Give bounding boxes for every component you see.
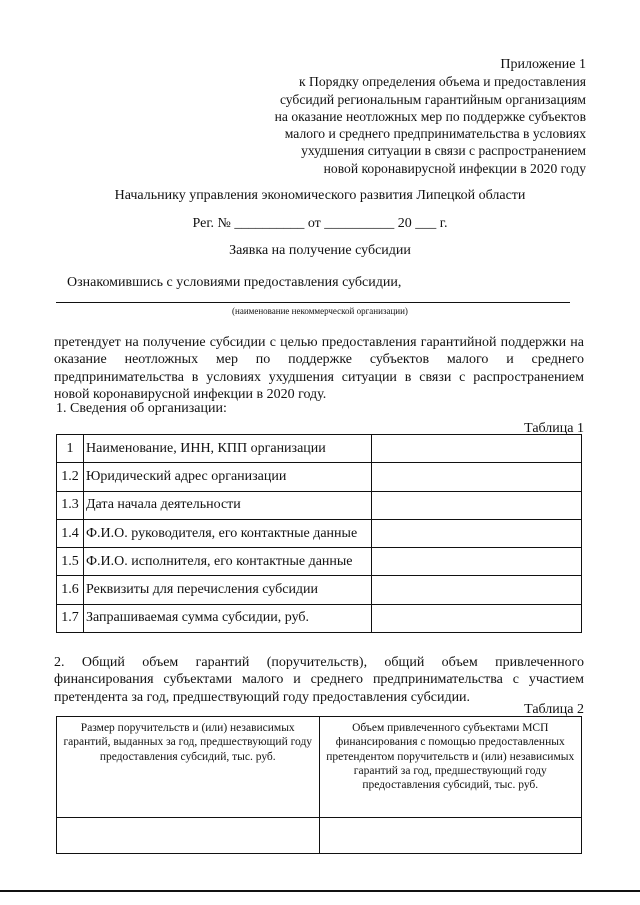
table1-caption: Таблица 1	[524, 421, 584, 436]
appendix-line: к Порядку определения объема и предоставления	[299, 74, 586, 90]
row-value-cell[interactable]	[372, 491, 582, 519]
row-label: Дата начала деятельности	[84, 491, 372, 519]
column-header-financing: Объем привлеченного субъектами МСП финансирования с помощью предоставленных претендентом поручительств и (или) независимых гарантий за год, предшествующий году предоставления субсидий, тыс. руб.	[319, 717, 582, 818]
row-number: 1.4	[57, 519, 84, 547]
row-value-cell[interactable]	[372, 548, 582, 576]
paragraph-guarantees: 2. Общий объем гарантий (поручительств), общий объем привлеченного финансирования субъектами малого и среднего предпринимательства с участием претендента за год, предшествующий году предоставления субсидии.	[54, 655, 584, 705]
organization-info-table	[56, 434, 582, 633]
table-row	[57, 576, 582, 604]
organization-name-caption: (наименование некоммерческой организации)	[232, 306, 408, 316]
row-number: 1.3	[57, 491, 84, 519]
row-number: 1.7	[57, 604, 84, 632]
row-label: Наименование, ИНН, КПП организации	[84, 435, 372, 463]
table-header-row	[57, 717, 582, 818]
row-number: 1	[57, 435, 84, 463]
row-number: 1.2	[57, 463, 84, 491]
intro-text: Ознакомившись с условиями предоставления субсидии,	[67, 275, 402, 290]
table-row	[57, 548, 582, 576]
document-title: Заявка на получение субсидии	[229, 243, 411, 258]
table-row	[57, 604, 582, 632]
appendix-header	[226, 56, 586, 177]
appendix-line: ухудшения ситуации в связи с распространением	[301, 143, 586, 159]
financing-value-cell[interactable]	[319, 818, 582, 854]
table-row	[57, 491, 582, 519]
row-value-cell[interactable]	[372, 519, 582, 547]
registration-line: Рег. № __________ от __________ 20 ___ г.	[192, 216, 448, 231]
organization-name-line	[56, 302, 570, 303]
page-bottom-rule	[0, 890, 640, 892]
row-number: 1.5	[57, 548, 84, 576]
addressee: Начальнику управления экономического развития Липецкой области	[114, 188, 526, 203]
row-number: 1.6	[57, 576, 84, 604]
column-header-guarantees: Размер поручительств и (или) независимых гарантий, выданных за год, предшествующий году предоставления субсидий, тыс. руб.	[57, 717, 320, 818]
table-row	[57, 818, 582, 854]
guarantees-table	[56, 716, 582, 854]
paragraph-purpose: претендует на получение субсидии с целью предоставления гарантийной поддержки на оказание неотложных мер по поддержке субъектов малого и среднего предпринимательства в условиях ухудшения ситуации в связи с распространением новой коронавирусной инфекции в 2020 году.	[54, 335, 584, 402]
table-row	[57, 519, 582, 547]
appendix-line: субсидий региональным гарантийным организациям	[279, 91, 586, 107]
appendix-line: новой коронавирусной инфекции в 2020 году	[323, 160, 586, 176]
row-label: Ф.И.О. руководителя, его контактные данные	[84, 519, 372, 547]
appendix-line: Приложение 1	[500, 57, 586, 72]
table-row	[57, 463, 582, 491]
guarantees-value-cell[interactable]	[57, 818, 320, 854]
appendix-line: на оказание неотложных мер по поддержке субъектов	[274, 108, 586, 124]
row-value-cell[interactable]	[372, 463, 582, 491]
row-label: Юридический адрес организации	[84, 463, 372, 491]
section1-heading: 1. Сведения об организации:	[56, 401, 227, 416]
row-value-cell[interactable]	[372, 435, 582, 463]
row-label: Ф.И.О. исполнителя, его контактные данные	[84, 548, 372, 576]
row-label: Реквизиты для перечисления субсидии	[84, 576, 372, 604]
table-row	[57, 435, 582, 463]
appendix-line: малого и среднего предпринимательства в условиях	[284, 126, 586, 142]
row-label: Запрашиваемая сумма субсидии, руб.	[84, 604, 372, 632]
row-value-cell[interactable]	[372, 604, 582, 632]
table2-caption: Таблица 2	[524, 702, 584, 717]
row-value-cell[interactable]	[372, 576, 582, 604]
